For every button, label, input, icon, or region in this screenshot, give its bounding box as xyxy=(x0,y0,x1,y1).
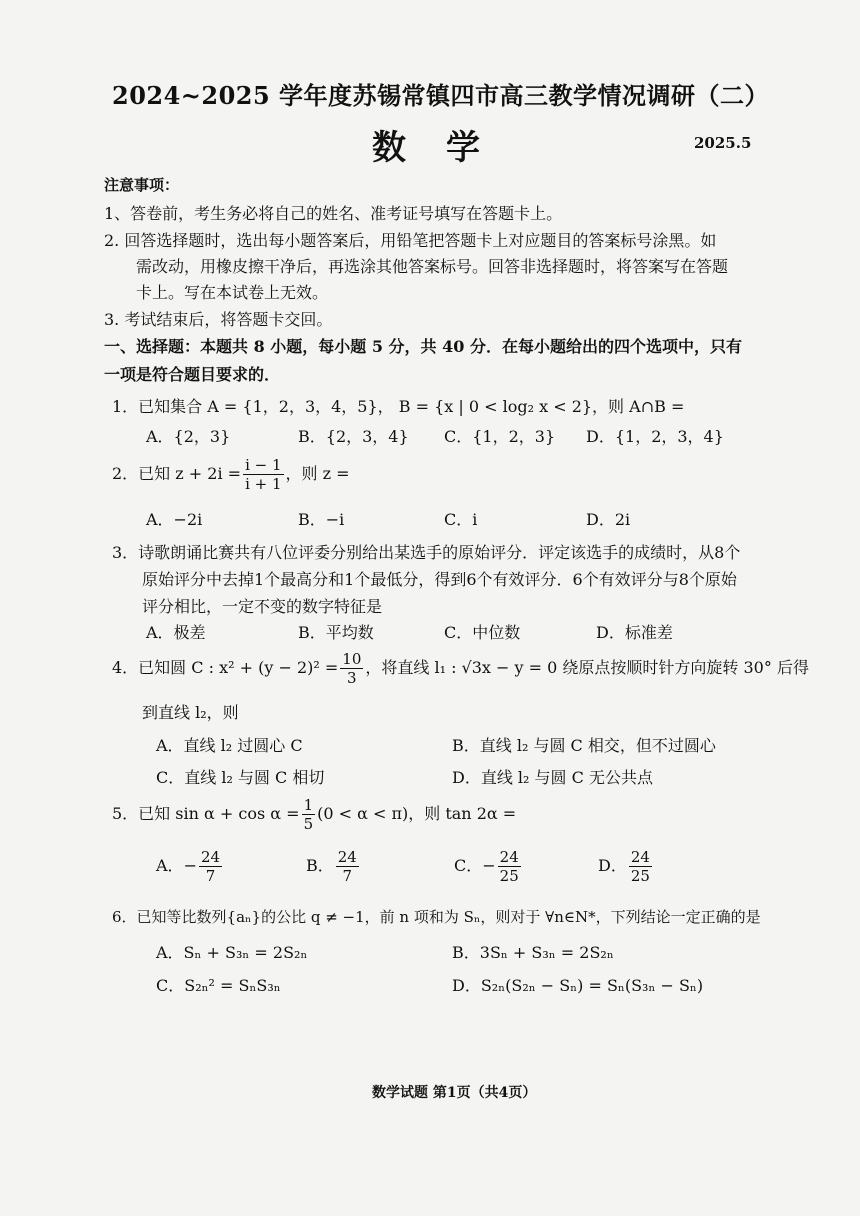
notice-item-2-cont2: 卡上。写在本试卷上无效。 xyxy=(136,283,329,302)
q2-option-c: C．i xyxy=(444,510,478,529)
question-5-stem xyxy=(112,796,516,833)
section-heading-cont: 一项是符合题目要求的． xyxy=(104,365,281,384)
question-6-stem: 6．已知等比数列{aₙ}的公比 q ≠ −1，前 n 项和为 Sₙ，则对于 ∀n∈N*，下列结论一定正确的是 xyxy=(112,908,761,926)
q5-d-label: D． xyxy=(598,856,627,875)
q5-option-d xyxy=(598,848,654,885)
q5-option-c xyxy=(454,848,523,885)
exam-title: 2024~2025 学年度苏锡常镇四市高三教学情况调研（二） xyxy=(112,81,770,110)
exam-date: 2025.5 xyxy=(694,134,752,152)
q6-option-b: B．3Sₙ + S₃ₙ = 2S₂ₙ xyxy=(452,943,614,962)
q5-stem-pre: 5．已知 sin α + cos α = xyxy=(112,804,300,823)
q5-fraction xyxy=(302,796,316,833)
q1-option-d: D．{1，2，3，4} xyxy=(586,427,724,446)
q5-c-num: 24 xyxy=(499,848,519,866)
question-3-line-3: 评分相比，一定不变的数字特征是 xyxy=(142,597,383,616)
q5-d-den: 25 xyxy=(630,867,650,885)
section-heading: 一、选择题：本题共 8 小题，每小题 5 分，共 40 分．在每小题给出的四个选项中，只有 xyxy=(104,337,742,356)
q4-fraction xyxy=(340,650,363,687)
q2-option-d: D．2i xyxy=(586,510,631,529)
q5-a-label: A． xyxy=(156,856,184,875)
q5-b-num: 24 xyxy=(337,848,357,866)
q4-option-c: C．直线 l₂ 与圆 C 相切 xyxy=(156,768,325,787)
q5-stem-post: (0 < α < π)，则 tan 2α = xyxy=(317,804,517,823)
question-3-line-1: 3．诗歌朗诵比赛共有八位评委分别给出某选手的原始评分．评定该选手的成绩时，从8个 xyxy=(112,543,741,562)
q4-frac-num: 10 xyxy=(342,650,362,668)
q4-option-b: B．直线 l₂ 与圆 C 相交，但不过圆心 xyxy=(452,736,716,755)
question-4-line-2: 到直线 l₂，则 xyxy=(142,703,239,722)
q5-option-a xyxy=(156,848,224,885)
q3-option-b: B．平均数 xyxy=(298,623,374,642)
subject-title: 数学 xyxy=(372,128,520,168)
q5-c-fraction xyxy=(498,848,521,885)
q6-option-a: A．Sₙ + S₃ₙ = 2S₂ₙ xyxy=(156,943,308,962)
q5-d-fraction xyxy=(629,848,652,885)
q5-c-label: C． xyxy=(454,856,483,875)
q2-stem-pre: 2．已知 z + 2i = xyxy=(112,464,242,483)
q1-option-a: A．{2，3} xyxy=(146,427,231,446)
q5-b-label: B． xyxy=(306,856,334,875)
q2-frac-den: i + 1 xyxy=(245,475,282,493)
q1-option-c: C．{1，2，3} xyxy=(444,427,556,446)
q6-option-d: D．S₂ₙ(S₂ₙ − Sₙ) = Sₙ(S₃ₙ − Sₙ) xyxy=(452,976,704,995)
question-2-stem xyxy=(112,456,350,493)
notice-item-1: 1、答卷前，考生务必将自己的姓名、准考证号填写在答题卡上。 xyxy=(104,204,563,223)
page-footer: 数学试题 第1页（共4页） xyxy=(372,1085,537,1101)
q2-fraction xyxy=(243,456,283,493)
q3-option-d: D．标准差 xyxy=(596,623,673,642)
q5-frac-den: 5 xyxy=(303,815,314,833)
notice-item-2-cont: 需改动，用橡皮擦干净后，再选涂其他答案标号。回答非选择题时，将答案写在答题 xyxy=(136,257,729,276)
q5-b-den: 7 xyxy=(342,867,353,885)
q5-frac-num: 1 xyxy=(303,796,314,814)
q4-frac-den: 3 xyxy=(347,669,357,687)
q5-a-sign: − xyxy=(183,856,197,875)
notice-item-3: 3. 考试结束后，将答题卡交回。 xyxy=(104,310,333,329)
question-4-stem xyxy=(112,650,809,687)
q5-a-fraction xyxy=(199,848,222,885)
q1-option-b: B．{2，3，4} xyxy=(298,427,409,446)
q3-option-c: C．中位数 xyxy=(444,623,521,642)
question-3-line-2: 原始评分中去掉1个最高分和1个最低分，得到6个有效评分．6个有效评分与8个原始 xyxy=(142,570,737,589)
q5-a-den: 7 xyxy=(205,867,216,885)
q5-c-den: 25 xyxy=(499,867,519,885)
q3-option-a: A．极差 xyxy=(146,623,206,642)
q4-option-a: A．直线 l₂ 过圆心 C xyxy=(156,736,303,755)
q5-a-num: 24 xyxy=(200,848,221,866)
q6-option-c: C．S₂ₙ² = SₙS₃ₙ xyxy=(156,976,281,995)
q4-stem-post: ，将直线 l₁ : √3x − y = 0 绕原点按顺时针方向旋转 30° 后得 xyxy=(365,658,809,677)
notice-item-2: 2. 回答选择题时，选出每小题答案后，用铅笔把答题卡上对应题目的答案标号涂黑。如 xyxy=(104,231,717,250)
q4-option-d: D．直线 l₂ 与圆 C 无公共点 xyxy=(452,768,653,787)
q2-frac-num: i − 1 xyxy=(245,456,282,474)
q5-d-num: 24 xyxy=(630,848,650,866)
notice-heading: 注意事项： xyxy=(104,176,180,194)
q2-option-b: B．−i xyxy=(298,510,345,529)
question-1-stem: 1．已知集合 A = {1，2，3，4，5}， B = {x | 0 < log₂ x < 2}，则 A∩B = xyxy=(112,397,685,416)
q5-b-fraction xyxy=(336,848,359,885)
q5-option-b xyxy=(306,848,361,885)
q2-option-a: A．−2i xyxy=(146,510,203,529)
q2-stem-post: ，则 z = xyxy=(285,464,350,483)
q5-c-sign: − xyxy=(482,856,496,875)
q4-stem-pre: 4．已知圆 C : x² + (y − 2)² = xyxy=(112,658,339,677)
